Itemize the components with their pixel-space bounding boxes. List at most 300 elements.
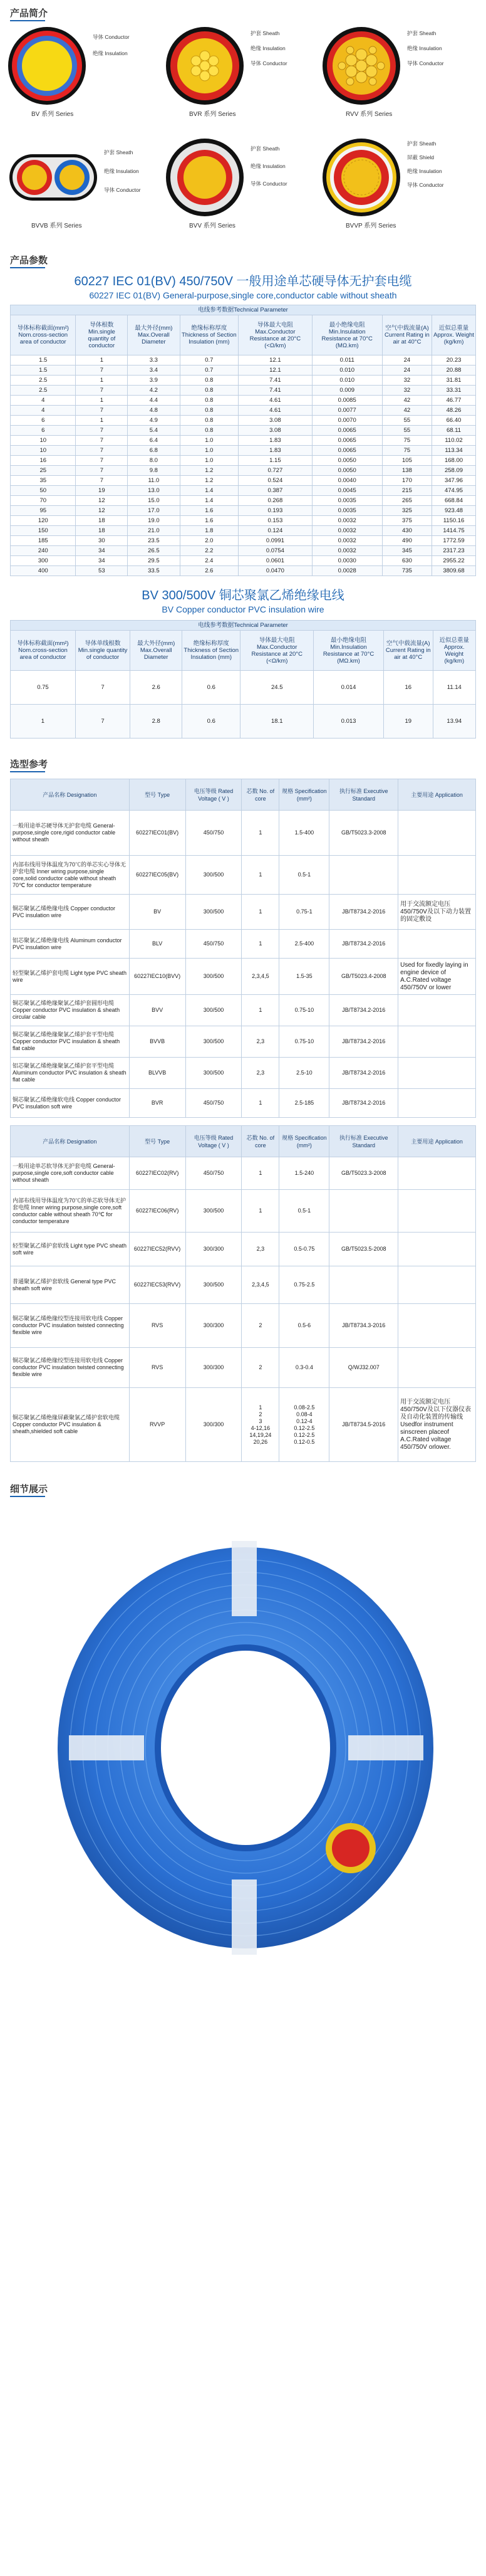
table-cell: 4.8 [128, 406, 180, 416]
table-cell: 轻型聚氯乙烯护套电缆 Light type PVC sheath wire [11, 959, 130, 995]
table-row [11, 1233, 476, 1266]
table-cell: 2 [242, 1304, 279, 1348]
table-cell: 2.6 [180, 566, 239, 576]
cable-bvv-image [164, 137, 246, 218]
table-cell: 0.387 [239, 486, 312, 496]
table-cell: 12.1 [239, 355, 312, 365]
table-row [11, 1266, 476, 1304]
table-cell: 3.08 [239, 416, 312, 426]
table-cell: 1 [242, 1190, 279, 1233]
table-row [11, 1304, 476, 1348]
table-cell: 60227IEC05(BV) [129, 856, 185, 895]
table-cell: 铜芯聚氯乙烯绝缘绞型连接用软电线 Copper conductor PVC insulation twisted connecting flexible wire [11, 1348, 130, 1388]
table1-title: 60227 IEC 01(BV) 450/750V 一般用途单芯硬导体无护套电缆 [74, 275, 412, 288]
table-cell: 400 [11, 566, 76, 576]
table-row [11, 1190, 476, 1233]
table-cell: GB/T5023.5-2008 [329, 1233, 398, 1266]
table-cell: 0.0028 [312, 566, 382, 576]
table-cell: 6.8 [128, 446, 180, 456]
table-row [11, 376, 476, 386]
table-row [11, 456, 476, 466]
table-cell: 68.11 [432, 426, 476, 436]
select-col-header-6: 主要用途 Application [398, 779, 476, 811]
table-cell: 70 [11, 496, 76, 506]
table-cell: 铜芯聚氯乙烯绝缘绞型连接用软电线 Copper conductor PVC insulation twisted connecting flexible wire [11, 1304, 130, 1348]
table-cell: 0.0050 [312, 456, 382, 466]
select-header [0, 751, 486, 776]
table-cell: 1 [242, 1157, 279, 1190]
table-cell: 7 [76, 365, 128, 376]
table-cell: 1 [242, 811, 279, 856]
table-cell: 2,3 [242, 1233, 279, 1266]
table-cell: 345 [382, 546, 432, 556]
table-cell: 1 [11, 705, 76, 739]
table-row [11, 705, 476, 739]
table-cell: 铜芯聚氯乙烯绝缘电线 Copper conductor PVC insulation wire [11, 895, 130, 930]
table-row [11, 566, 476, 576]
cable-bvv-label-0: 护套 Sheath [251, 145, 280, 152]
cable-bv-image [6, 25, 88, 107]
table-cell: RVVP [129, 1388, 185, 1462]
cable-bvr [164, 25, 308, 125]
table-cell: 0.0032 [312, 516, 382, 526]
table-cell: 铜芯聚氯乙烯绝缘聚氯乙烯护套平型电缆 Copper conductor PVC insulation & sheath flat cable [11, 1026, 130, 1058]
table-cell: 185 [11, 536, 76, 546]
table-cell: 75 [382, 446, 432, 456]
table-cell: 110.02 [432, 436, 476, 446]
table2-col-header-0: 导体标称截面(mm²) Nom.cross-section area of conductor [11, 631, 76, 671]
table1-title-block [0, 273, 486, 301]
table-cell: 7.41 [239, 386, 312, 396]
table-cell: 铜芯聚氯乙烯绝缘软电线 Copper conductor PVC insulation soft wire [11, 1089, 130, 1118]
table-cell: 18.1 [240, 705, 314, 739]
table2-col-header-6: 空气中载流量(A) Current Rating in air at 40°C [383, 631, 433, 671]
table-cell: 21.0 [128, 526, 180, 536]
table1 [10, 305, 476, 576]
table-cell: 630 [382, 556, 432, 566]
table-cell: 19.0 [128, 516, 180, 526]
table-cell: 10 [11, 446, 76, 456]
cable-bv-label-0: 导体 Conductor [93, 34, 130, 40]
table-cell: 16 [11, 456, 76, 466]
table-cell: 7 [76, 476, 128, 486]
table-cell: 25 [11, 466, 76, 476]
application-cell [398, 1026, 476, 1058]
table-cell: 18 [76, 516, 128, 526]
table-cell: 240 [11, 546, 76, 556]
table-cell: 170 [382, 476, 432, 486]
table-cell: 1.5-35 [279, 959, 329, 995]
table-cell: 42 [382, 396, 432, 406]
table-cell: 铜芯聚氯乙烯绝缘聚氯乙烯护套圆形电缆 Copper conductor PVC insulation & sheath circular cable [11, 995, 130, 1026]
table-row [11, 476, 476, 486]
table-cell: 普通聚氯乙烯护套软线 General type PVC sheath soft wire [11, 1266, 130, 1304]
table-cell: JB/T8734.2-2016 [329, 930, 398, 959]
table-cell: 2.6 [130, 671, 182, 705]
application-cell [398, 811, 476, 856]
table-cell: 2.8 [130, 705, 182, 739]
table-cell: 0.5-1 [279, 856, 329, 895]
table-cell: 0.0470 [239, 566, 312, 576]
table-cell: 11.14 [433, 671, 475, 705]
table-cell: 31.81 [432, 376, 476, 386]
table-cell: 1414.75 [432, 526, 476, 536]
table-cell: 50 [11, 486, 76, 496]
table-cell: 1 [242, 895, 279, 930]
table-cell: 0.3-0.4 [279, 1348, 329, 1388]
table-cell: 1.0 [180, 436, 239, 446]
table-cell: RVS [129, 1304, 185, 1348]
select-col-header-1: 型号 Type [129, 1126, 185, 1157]
table2-subtitle: BV Copper conductor PVC insulation wire [162, 604, 324, 614]
application-cell [398, 1304, 476, 1348]
table-cell: 2,3,4,5 [242, 1266, 279, 1304]
table2-tech-header: 电线参考数据Technical Parameter [11, 621, 476, 631]
table-cell: 9.8 [128, 466, 180, 476]
cable-bvvp-image [321, 137, 402, 218]
table-row [11, 1348, 476, 1388]
table-cell: 60227IEC06(RV) [129, 1190, 185, 1233]
select-col-header-4: 规格 Specification (mm²) [279, 779, 329, 811]
select-col-header-2: 电压等级 Rated Voltage ( V ) [185, 1126, 242, 1157]
table-cell: 0.0754 [239, 546, 312, 556]
table-cell: 18 [76, 526, 128, 536]
table-cell: 1.2 [180, 466, 239, 476]
table-cell: 7 [76, 386, 128, 396]
table-cell: 0.0065 [312, 446, 382, 456]
table-cell: 1.0 [180, 456, 239, 466]
table-cell: 3.3 [128, 355, 180, 365]
table-row [11, 1058, 476, 1089]
cable-bvv [164, 137, 308, 237]
cable-bvr-caption: BVR 系列 Series [189, 111, 236, 118]
table-cell: BV [129, 895, 185, 930]
table1-col-header-4: 导体最大电阻 Max.Conductor Resistance at 20°C (<Ω/km) [239, 315, 312, 355]
table-row [11, 416, 476, 426]
table-cell: 0.8 [180, 406, 239, 416]
table-cell: 75 [382, 436, 432, 446]
table-cell: 0.8 [180, 426, 239, 436]
table-cell: 1.2 [180, 476, 239, 486]
cable-bv-caption: BV 系列 Series [31, 111, 74, 118]
table-row [11, 995, 476, 1026]
table-cell: 150 [11, 526, 76, 536]
table-cell: 0.7 [180, 365, 239, 376]
cable-rvv-label-1: 绝缘 Insulation [407, 45, 442, 51]
table-cell: 20.88 [432, 365, 476, 376]
table-cell: 0.153 [239, 516, 312, 526]
table-cell: 0.75 [11, 671, 76, 705]
table1-subtitle: 60227 IEC 01(BV) General-purpose,single core,conductor cable without sheath [89, 290, 397, 300]
table-cell: JB/T8734.3-2016 [329, 1304, 398, 1348]
application-cell [398, 1157, 476, 1190]
table-cell: 0.0991 [239, 536, 312, 546]
application-cell [398, 1089, 476, 1118]
cable-rvv-image [321, 25, 402, 107]
table-cell: 7 [76, 426, 128, 436]
table-cell: 29.5 [128, 556, 180, 566]
table-cell: 17.0 [128, 506, 180, 516]
table-cell: 2.4 [180, 556, 239, 566]
table-cell: 0.8 [180, 376, 239, 386]
intro-title: 产品简介 [10, 8, 48, 19]
cable-bvvp-label-1: 屏蔽 Shield [407, 154, 434, 160]
table-cell: 1.5-400 [279, 811, 329, 856]
table-cell: 53 [76, 566, 128, 576]
cable-bv [6, 25, 150, 125]
table-cell: 0.009 [312, 386, 382, 396]
table-cell: 12.1 [239, 365, 312, 376]
table-cell: 内部布线用导体温度为70℃的单芯软导体无护套电缆 Inner wiring purpose,single core,soft conductor cable without sheath 70℃ for conductor temperature [11, 1190, 130, 1233]
select-col-header-5: 执行标准 Executive Standard [329, 1126, 398, 1157]
table-cell: 7 [76, 456, 128, 466]
table-cell: 1.5 [11, 355, 76, 365]
table-cell: 0.8 [180, 396, 239, 406]
table-cell: 46.77 [432, 396, 476, 406]
select-col-header-2: 电压等级 Rated Voltage ( V ) [185, 779, 242, 811]
table-cell: 23.5 [128, 536, 180, 546]
table-cell: 2317.23 [432, 546, 476, 556]
cable-bvv-label-2: 导体 Conductor [251, 181, 287, 187]
table-cell: 4.61 [239, 406, 312, 416]
table-cell: 450/750 [185, 1089, 242, 1118]
table-cell: 1772.59 [432, 536, 476, 546]
table1-tech-header: 电线参考数据Technical Parameter [11, 305, 476, 315]
table-cell: 168.00 [432, 456, 476, 466]
table-cell: 34 [76, 546, 128, 556]
detail-title: 细节展示 [10, 1483, 48, 1495]
cable-bvr-label-1: 绝缘 Insulation [251, 45, 286, 51]
select2-header-row [11, 1126, 476, 1157]
table-cell: 2.5 [11, 376, 76, 386]
table-cell: 0.268 [239, 496, 312, 506]
cable-bvr-label-0: 护套 Sheath [251, 30, 280, 36]
table-cell: 33.5 [128, 566, 180, 576]
table-cell: 1.0 [180, 446, 239, 456]
table1-col-header-1: 导体根数 Min.single quantity of conductor [76, 315, 128, 355]
table-cell: 2.5 [11, 386, 76, 396]
table-cell: 2.5-400 [279, 930, 329, 959]
table-cell: 0.0601 [239, 556, 312, 566]
table-cell: 1.83 [239, 436, 312, 446]
table-cell: 300/500 [185, 1266, 242, 1304]
table-cell: 735 [382, 566, 432, 576]
cable-bvvp-label-0: 护套 Sheath [407, 140, 437, 147]
table-cell [329, 1266, 398, 1304]
table-cell: 60227IEC02(RV) [129, 1157, 185, 1190]
select-title: 选型参考 [10, 759, 48, 770]
select-col-header-0: 产品名称 Designation [11, 1126, 130, 1157]
table-row [11, 1388, 476, 1462]
table-cell: 347.96 [432, 476, 476, 486]
table2-col-header-4: 导体最大电阻 Max.Conductor Resistance at 20°C (<Ω/km) [240, 631, 314, 671]
table-cell: 2.5-10 [279, 1058, 329, 1089]
table-cell: 0.014 [314, 671, 384, 705]
table-cell: 3.4 [128, 365, 180, 376]
table-row [11, 386, 476, 396]
table-cell: 35 [11, 476, 76, 486]
table-cell: 4 [11, 396, 76, 406]
table-cell: 1.4 [180, 496, 239, 506]
table-row [11, 365, 476, 376]
table-cell: 138 [382, 466, 432, 476]
table-cell: 0.8 [180, 386, 239, 396]
table-cell: 2 [242, 1348, 279, 1388]
table2-title: BV 300/500V 铜芯聚氯乙烯绝缘电线 [142, 589, 344, 602]
cable-bvr-label-2: 导体 Conductor [251, 60, 287, 66]
table-cell: 1 [76, 376, 128, 386]
cable-bvv-label-1: 绝缘 Insulation [251, 163, 286, 169]
cable-bvr-image [164, 25, 246, 107]
table-cell: 300/500 [185, 895, 242, 930]
table-cell: 490 [382, 536, 432, 546]
table2-header-row [11, 631, 476, 671]
table-cell: 300/500 [185, 995, 242, 1026]
table-row [11, 426, 476, 436]
table-cell: 0.0032 [312, 546, 382, 556]
table-cell: BVR [129, 1089, 185, 1118]
table-cell: JB/T8734.2-2016 [329, 995, 398, 1026]
table-cell: 12 [76, 496, 128, 506]
table-cell: 60227IEC53(RVV) [129, 1266, 185, 1304]
table-cell: 923.48 [432, 506, 476, 516]
table-cell: JB/T8734.2-2016 [329, 1089, 398, 1118]
table-cell: 215 [382, 486, 432, 496]
application-cell [398, 1348, 476, 1388]
table-cell: 300/500 [185, 856, 242, 895]
table-cell: 60227IEC52(RVV) [129, 1233, 185, 1266]
table-cell: 7 [75, 705, 130, 739]
table2-col-header-5: 最小绝缘电阻 Min.Insulation Resistance at 70°C (MΩ.km) [314, 631, 384, 671]
table-cell: 4.4 [128, 396, 180, 406]
application-cell [398, 930, 476, 959]
table2-col-header-3: 绝缘标称厚度 Thickness of Section Insulation (mm) [182, 631, 240, 671]
table-cell: 铝芯聚氯乙烯绝缘聚氯乙烯护套平型电缆 Aluminum conductor PVC insulation & sheath flat cable [11, 1058, 130, 1089]
select-table-2 [10, 1125, 476, 1462]
table-cell: 12 [76, 506, 128, 516]
select1-header-row [11, 779, 476, 811]
table1-col-header-3: 绝缘标称厚度 Thickness of Section Insulation (mm) [180, 315, 239, 355]
table-cell: 0.010 [312, 376, 382, 386]
table-cell: 0.0032 [312, 526, 382, 536]
table-cell: 60227IEC10(BVV) [129, 959, 185, 995]
cable-bvvb [6, 137, 150, 237]
table-cell: 3.9 [128, 376, 180, 386]
table-cell: 450/750 [185, 930, 242, 959]
application-cell [398, 995, 476, 1026]
table1-body [11, 355, 476, 576]
table-cell: 0.193 [239, 506, 312, 516]
table-cell: 60227IEC01(BV) [129, 811, 185, 856]
table-cell: 铝芯聚氯乙烯绝缘电线 Aluminum conductor PVC insulation wire [11, 930, 130, 959]
cable-rvv-label-0: 护套 Sheath [407, 30, 437, 36]
application-cell: 用于交流额定电压450/750V及以下仪器仪表及自动化装置的传输线 Usedfor instrument sinscreen placeof A.C.Rated voltage 450/750V orlower. [398, 1388, 476, 1462]
table-cell: 66.40 [432, 416, 476, 426]
table-cell: 0.75-2.5 [279, 1266, 329, 1304]
table-cell: 铜芯聚氯乙烯绝缘屏蔽聚氯乙烯护套软电缆 Copper conductor PVC insulation & sheath,shielded soft cable [11, 1388, 130, 1462]
table-cell: 3809.68 [432, 566, 476, 576]
table-cell: 2.2 [180, 546, 239, 556]
table-cell: 325 [382, 506, 432, 516]
table-cell: 450/750 [185, 1157, 242, 1190]
table-cell: 0.6 [182, 671, 240, 705]
application-cell: 用于交流额定电压450/750V及以下动力装置的固定敷设 [398, 895, 476, 930]
table-row [11, 486, 476, 496]
table-cell: 1.4 [180, 486, 239, 496]
table-cell: 2955.22 [432, 556, 476, 566]
table-cell: 1 [242, 856, 279, 895]
table-cell: 4.9 [128, 416, 180, 426]
table-cell: 24.5 [240, 671, 314, 705]
table-cell: 7 [76, 466, 128, 476]
cable-bvvp-caption: BVVP 系列 Series [346, 223, 396, 229]
table1-col-header-0: 导体标称截面(mm²) Nom.cross-section area of conductor [11, 315, 76, 355]
table-row [11, 671, 476, 705]
table-cell: 16 [383, 671, 433, 705]
table-row [11, 1157, 476, 1190]
table-cell: GB/T5023.3-2008 [329, 1157, 398, 1190]
table-row [11, 396, 476, 406]
cable-intro-grid [0, 21, 486, 247]
table-row [11, 506, 476, 516]
table1-col-header-5: 最小绝缘电阻 Min.Insulation Resistance at 70°C (MΩ.km) [312, 315, 382, 355]
select-col-header-5: 执行标准 Executive Standard [329, 779, 398, 811]
cable-bvvb-label-0: 护套 Sheath [104, 149, 133, 155]
table-cell: 0.524 [239, 476, 312, 486]
cable-bvvb-caption: BVVB 系列 Series [31, 223, 82, 229]
table1-col-header-6: 空气中载流量(A) Current Rating in air at 40°C [382, 315, 432, 355]
table-cell: 0.0045 [312, 486, 382, 496]
table2-col-header-2: 最大外径(mm) Max.Overall Diameter [130, 631, 182, 671]
table-cell [329, 1190, 398, 1233]
table-row [11, 355, 476, 365]
params-title: 产品参数 [10, 255, 48, 266]
application-cell: Used for fixedly laying in engine device of A.C.Rated voltage 450/750V or lower [398, 959, 476, 995]
table-cell: 0.0040 [312, 476, 382, 486]
table-cell: 48.26 [432, 406, 476, 416]
table2-body [11, 671, 476, 739]
table-cell: 轻型聚氯乙烯护套软线 Light type PVC sheath soft wire [11, 1233, 130, 1266]
table-cell: 375 [382, 516, 432, 526]
cable-bvvb-label-1: 绝缘 Insulation [104, 168, 139, 174]
table-cell: 0.011 [312, 355, 382, 365]
table-cell: 474.95 [432, 486, 476, 496]
table-row [11, 536, 476, 546]
table-cell: 1.6 [180, 516, 239, 526]
table-cell: 2,3 [242, 1058, 279, 1089]
application-cell [398, 1190, 476, 1233]
table-cell: 0.0035 [312, 506, 382, 516]
table-row [11, 959, 476, 995]
table-cell: 1.15 [239, 456, 312, 466]
table-row [11, 856, 476, 895]
table-cell: 55 [382, 426, 432, 436]
table-cell: GB/T5023.4-2008 [329, 959, 398, 995]
table-cell: 0.0032 [312, 536, 382, 546]
table-cell: 19 [76, 486, 128, 496]
table-row [11, 1089, 476, 1118]
table-row [11, 436, 476, 446]
table-cell: 0.0070 [312, 416, 382, 426]
table-cell: BVVB [129, 1026, 185, 1058]
table-cell: JB/T8734.2-2016 [329, 895, 398, 930]
table-cell: 7 [76, 436, 128, 446]
table-cell: 0.7 [180, 355, 239, 365]
select-col-header-3: 芯数 No. of core [242, 1126, 279, 1157]
table-cell: 0.0065 [312, 436, 382, 446]
select2-body [11, 1157, 476, 1462]
table-cell: 2,3,4,5 [242, 959, 279, 995]
